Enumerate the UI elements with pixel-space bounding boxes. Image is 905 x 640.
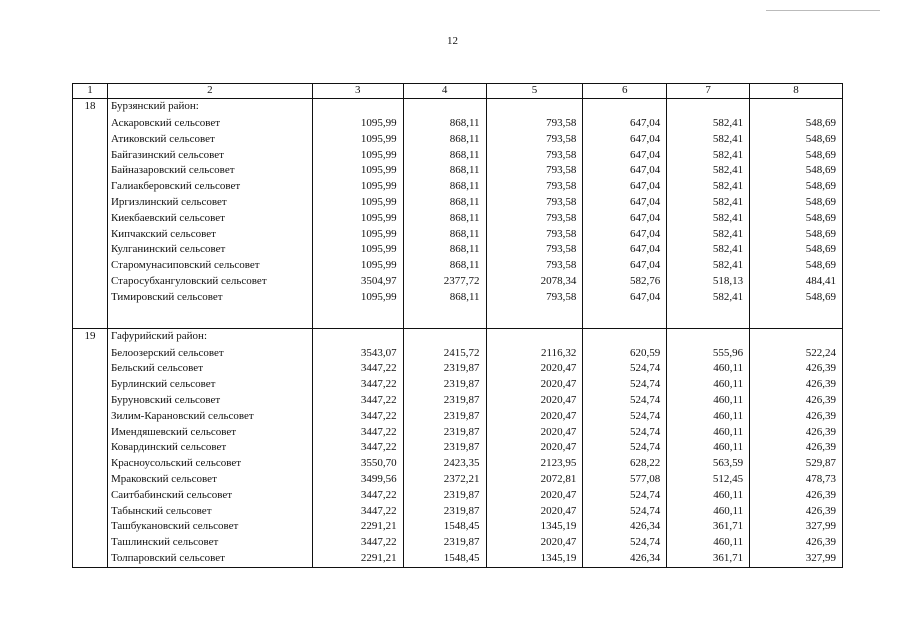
settlement-name: Мраковский сельсовет (107, 472, 312, 488)
value-cell: 868,11 (403, 179, 486, 195)
region-title-row (73, 99, 843, 117)
settlement-name: Бельский сельсовет (107, 361, 312, 377)
value-cell: 2319,87 (403, 440, 486, 456)
value-cell: 426,39 (750, 377, 843, 393)
value-cell: 1095,99 (312, 242, 403, 258)
value-cell: 522,24 (750, 346, 843, 362)
value-cell: 1548,45 (403, 551, 486, 567)
region-index: 19 (73, 328, 108, 346)
value-cell: 1095,99 (312, 290, 403, 306)
empty-cell (73, 393, 108, 409)
value-cell: 2423,35 (403, 456, 486, 472)
table-row (73, 242, 843, 258)
value-cell: 327,99 (750, 551, 843, 567)
table-row (73, 258, 843, 274)
table-row (73, 195, 843, 211)
settlement-name: Красноусольский сельсовет (107, 456, 312, 472)
value-cell: 647,04 (583, 195, 667, 211)
value-cell: 548,69 (750, 132, 843, 148)
settlement-name: Ташлинский сельсовет (107, 535, 312, 551)
table-body (73, 99, 843, 568)
table-row (73, 472, 843, 488)
value-cell: 327,99 (750, 519, 843, 535)
value-cell: 548,69 (750, 116, 843, 132)
value-cell: 426,39 (750, 425, 843, 441)
column-header: 1 (73, 84, 108, 99)
value-cell: 793,58 (486, 227, 583, 243)
settlement-name: Байназаровский сельсовет (107, 163, 312, 179)
value-cell: 582,41 (667, 211, 750, 227)
value-cell: 793,58 (486, 116, 583, 132)
value-cell: 2123,95 (486, 456, 583, 472)
value-cell: 548,69 (750, 163, 843, 179)
value-cell: 484,41 (750, 274, 843, 290)
value-cell: 647,04 (583, 211, 667, 227)
empty-cell (73, 425, 108, 441)
empty-cell (73, 361, 108, 377)
empty-cell (312, 306, 403, 329)
value-cell: 524,74 (583, 504, 667, 520)
value-cell: 647,04 (583, 227, 667, 243)
settlement-name: Имендяшевский сельсовет (107, 425, 312, 441)
empty-cell (73, 290, 108, 306)
value-cell: 2116,32 (486, 346, 583, 362)
value-cell: 2020,47 (486, 535, 583, 551)
empty-cell (73, 440, 108, 456)
value-cell: 628,22 (583, 456, 667, 472)
value-cell: 868,11 (403, 132, 486, 148)
value-cell: 426,39 (750, 504, 843, 520)
value-cell: 460,11 (667, 504, 750, 520)
settlement-name: Галиакберовский сельсовет (107, 179, 312, 195)
value-cell: 582,41 (667, 132, 750, 148)
value-cell: 2319,87 (403, 535, 486, 551)
value-cell: 1548,45 (403, 519, 486, 535)
empty-cell (312, 328, 403, 346)
value-cell: 582,41 (667, 148, 750, 164)
value-cell: 2319,87 (403, 488, 486, 504)
table-row (73, 504, 843, 520)
value-cell: 1095,99 (312, 116, 403, 132)
value-cell: 524,74 (583, 535, 667, 551)
value-cell: 548,69 (750, 227, 843, 243)
value-cell: 1095,99 (312, 227, 403, 243)
empty-cell (403, 306, 486, 329)
value-cell: 2372,21 (403, 472, 486, 488)
value-cell: 460,11 (667, 409, 750, 425)
value-cell: 2020,47 (486, 504, 583, 520)
value-cell: 868,11 (403, 290, 486, 306)
value-cell: 1095,99 (312, 148, 403, 164)
table-row (73, 346, 843, 362)
empty-cell (583, 306, 667, 329)
table-row (73, 163, 843, 179)
region-title-row (73, 328, 843, 346)
value-cell: 868,11 (403, 227, 486, 243)
value-cell: 793,58 (486, 148, 583, 164)
region-name: Гафурийский район: (107, 328, 312, 346)
table-row (73, 274, 843, 290)
value-cell: 426,39 (750, 393, 843, 409)
value-cell: 793,58 (486, 163, 583, 179)
empty-cell (486, 306, 583, 329)
table-row (73, 227, 843, 243)
value-cell: 1345,19 (486, 551, 583, 567)
value-cell: 548,69 (750, 179, 843, 195)
empty-cell (667, 306, 750, 329)
value-cell: 460,11 (667, 393, 750, 409)
value-cell: 548,69 (750, 290, 843, 306)
value-cell: 426,34 (583, 519, 667, 535)
settlement-name: Бурлинский сельсовет (107, 377, 312, 393)
value-cell: 793,58 (486, 242, 583, 258)
value-cell: 620,59 (583, 346, 667, 362)
value-cell: 582,76 (583, 274, 667, 290)
empty-cell (73, 195, 108, 211)
value-cell: 524,74 (583, 488, 667, 504)
value-cell: 460,11 (667, 425, 750, 441)
settlement-name: Аскаровский сельсовет (107, 116, 312, 132)
empty-cell (73, 227, 108, 243)
value-cell: 793,58 (486, 290, 583, 306)
value-cell: 1095,99 (312, 132, 403, 148)
column-header: 4 (403, 84, 486, 99)
table-row (73, 440, 843, 456)
value-cell: 2020,47 (486, 393, 583, 409)
empty-cell (312, 99, 403, 117)
table-row (73, 290, 843, 306)
column-header: 8 (750, 84, 843, 99)
empty-cell (486, 99, 583, 117)
value-cell: 524,74 (583, 361, 667, 377)
value-cell: 2377,72 (403, 274, 486, 290)
empty-cell (667, 99, 750, 117)
value-cell: 2078,34 (486, 274, 583, 290)
empty-cell (73, 535, 108, 551)
value-cell: 478,73 (750, 472, 843, 488)
table-row (73, 393, 843, 409)
column-header: 2 (107, 84, 312, 99)
value-cell: 2319,87 (403, 377, 486, 393)
column-header: 6 (583, 84, 667, 99)
value-cell: 2319,87 (403, 504, 486, 520)
table-row (73, 456, 843, 472)
table-row (73, 519, 843, 535)
value-cell: 2020,47 (486, 409, 583, 425)
empty-cell (73, 258, 108, 274)
value-cell: 868,11 (403, 258, 486, 274)
settlement-name: Белоозерский сельсовет (107, 346, 312, 362)
value-cell: 868,11 (403, 148, 486, 164)
table-row (73, 535, 843, 551)
value-cell: 582,41 (667, 195, 750, 211)
empty-cell (73, 409, 108, 425)
value-cell: 548,69 (750, 258, 843, 274)
value-cell: 3447,22 (312, 425, 403, 441)
value-cell: 548,69 (750, 148, 843, 164)
tariff-table (72, 83, 843, 568)
value-cell: 793,58 (486, 211, 583, 227)
settlement-name: Старомунасиповский сельсовет (107, 258, 312, 274)
value-cell: 361,71 (667, 551, 750, 567)
column-header: 5 (486, 84, 583, 99)
value-cell: 582,41 (667, 116, 750, 132)
empty-cell (73, 456, 108, 472)
column-header: 7 (667, 84, 750, 99)
settlement-name: Саитбабинский сельсовет (107, 488, 312, 504)
value-cell: 647,04 (583, 179, 667, 195)
value-cell: 2072,81 (486, 472, 583, 488)
value-cell: 548,69 (750, 211, 843, 227)
settlement-name: Старосубхангуловский сельсовет (107, 274, 312, 290)
table-row (73, 551, 843, 567)
empty-cell (750, 328, 843, 346)
region-spacer-row (73, 306, 843, 329)
value-cell: 548,69 (750, 195, 843, 211)
value-cell: 647,04 (583, 242, 667, 258)
table-row (73, 361, 843, 377)
table-row (73, 179, 843, 195)
value-cell: 426,34 (583, 551, 667, 567)
empty-cell (750, 306, 843, 329)
value-cell: 548,69 (750, 242, 843, 258)
value-cell: 868,11 (403, 242, 486, 258)
value-cell: 460,11 (667, 488, 750, 504)
empty-cell (750, 99, 843, 117)
empty-cell (73, 488, 108, 504)
value-cell: 647,04 (583, 116, 667, 132)
settlement-name: Зилим-Карановский сельсовет (107, 409, 312, 425)
table-row (73, 211, 843, 227)
value-cell: 524,74 (583, 425, 667, 441)
settlement-name: Атиковский сельсовет (107, 132, 312, 148)
table-row (73, 148, 843, 164)
value-cell: 426,39 (750, 440, 843, 456)
value-cell: 426,39 (750, 535, 843, 551)
empty-cell (73, 504, 108, 520)
empty-cell (73, 472, 108, 488)
empty-cell (73, 148, 108, 164)
value-cell: 647,04 (583, 148, 667, 164)
table-row (73, 377, 843, 393)
empty-cell (667, 328, 750, 346)
value-cell: 582,41 (667, 227, 750, 243)
value-cell: 3447,22 (312, 488, 403, 504)
value-cell: 647,04 (583, 258, 667, 274)
empty-cell (73, 274, 108, 290)
value-cell: 2020,47 (486, 488, 583, 504)
empty-cell (403, 99, 486, 117)
value-cell: 1095,99 (312, 179, 403, 195)
empty-cell (486, 328, 583, 346)
empty-cell (107, 306, 312, 329)
settlement-name: Кипчакский сельсовет (107, 227, 312, 243)
settlement-name: Табынский сельсовет (107, 504, 312, 520)
empty-cell (583, 328, 667, 346)
value-cell: 2319,87 (403, 393, 486, 409)
value-cell: 793,58 (486, 258, 583, 274)
empty-cell (73, 551, 108, 567)
value-cell: 426,39 (750, 361, 843, 377)
value-cell: 2319,87 (403, 409, 486, 425)
empty-cell (73, 519, 108, 535)
value-cell: 582,41 (667, 258, 750, 274)
value-cell: 524,74 (583, 409, 667, 425)
value-cell: 2415,72 (403, 346, 486, 362)
empty-cell (73, 163, 108, 179)
empty-cell (73, 306, 108, 329)
settlement-name: Тимировский сельсовет (107, 290, 312, 306)
value-cell: 3447,22 (312, 377, 403, 393)
value-cell: 2020,47 (486, 361, 583, 377)
value-cell: 524,74 (583, 393, 667, 409)
value-cell: 3550,70 (312, 456, 403, 472)
value-cell: 868,11 (403, 211, 486, 227)
settlement-name: Толпаровский сельсовет (107, 551, 312, 567)
value-cell: 2319,87 (403, 361, 486, 377)
value-cell: 460,11 (667, 535, 750, 551)
value-cell: 3447,22 (312, 393, 403, 409)
settlement-name: Иргизлинский сельсовет (107, 195, 312, 211)
value-cell: 2020,47 (486, 425, 583, 441)
value-cell: 460,11 (667, 440, 750, 456)
value-cell: 512,45 (667, 472, 750, 488)
value-cell: 582,41 (667, 179, 750, 195)
value-cell: 577,08 (583, 472, 667, 488)
empty-cell (73, 377, 108, 393)
value-cell: 426,39 (750, 409, 843, 425)
value-cell: 793,58 (486, 179, 583, 195)
settlement-name: Ковардинский сельсовет (107, 440, 312, 456)
value-cell: 1095,99 (312, 211, 403, 227)
value-cell: 460,11 (667, 377, 750, 393)
value-cell: 3447,22 (312, 409, 403, 425)
settlement-name: Буруновский сельсовет (107, 393, 312, 409)
page-edge-rule (766, 10, 880, 11)
value-cell: 524,74 (583, 377, 667, 393)
table-row (73, 488, 843, 504)
value-cell: 1345,19 (486, 519, 583, 535)
region-name: Бурзянский район: (107, 99, 312, 117)
value-cell: 524,74 (583, 440, 667, 456)
value-cell: 868,11 (403, 163, 486, 179)
value-cell: 3447,22 (312, 440, 403, 456)
table-row (73, 425, 843, 441)
value-cell: 2319,87 (403, 425, 486, 441)
value-cell: 647,04 (583, 290, 667, 306)
table-row (73, 116, 843, 132)
value-cell: 647,04 (583, 163, 667, 179)
empty-cell (403, 328, 486, 346)
value-cell: 868,11 (403, 195, 486, 211)
settlement-name: Кулганинский сельсовет (107, 242, 312, 258)
value-cell: 460,11 (667, 361, 750, 377)
value-cell: 555,96 (667, 346, 750, 362)
value-cell: 582,41 (667, 163, 750, 179)
value-cell: 793,58 (486, 195, 583, 211)
value-cell: 868,11 (403, 116, 486, 132)
value-cell: 793,58 (486, 132, 583, 148)
empty-cell (73, 242, 108, 258)
empty-cell (583, 99, 667, 117)
empty-cell (73, 179, 108, 195)
settlement-name: Байгазинский сельсовет (107, 148, 312, 164)
value-cell: 361,71 (667, 519, 750, 535)
column-header: 3 (312, 84, 403, 99)
value-cell: 3504,97 (312, 274, 403, 290)
value-cell: 3447,22 (312, 504, 403, 520)
value-cell: 3499,56 (312, 472, 403, 488)
settlement-name: Киекбаевский сельсовет (107, 211, 312, 227)
table-row (73, 132, 843, 148)
value-cell: 3543,07 (312, 346, 403, 362)
value-cell: 582,41 (667, 242, 750, 258)
settlement-name: Ташбукановский сельсовет (107, 519, 312, 535)
value-cell: 529,87 (750, 456, 843, 472)
value-cell: 3447,22 (312, 535, 403, 551)
value-cell: 2291,21 (312, 551, 403, 567)
table-row (73, 409, 843, 425)
value-cell: 3447,22 (312, 361, 403, 377)
empty-cell (73, 116, 108, 132)
value-cell: 2020,47 (486, 440, 583, 456)
value-cell: 1095,99 (312, 163, 403, 179)
page-number: 12 (447, 35, 458, 47)
column-number-row (73, 84, 843, 99)
value-cell: 647,04 (583, 132, 667, 148)
value-cell: 563,59 (667, 456, 750, 472)
value-cell: 518,13 (667, 274, 750, 290)
value-cell: 426,39 (750, 488, 843, 504)
value-cell: 582,41 (667, 290, 750, 306)
value-cell: 1095,99 (312, 195, 403, 211)
empty-cell (73, 346, 108, 362)
region-index: 18 (73, 99, 108, 117)
value-cell: 2020,47 (486, 377, 583, 393)
empty-cell (73, 211, 108, 227)
value-cell: 2291,21 (312, 519, 403, 535)
value-cell: 1095,99 (312, 258, 403, 274)
empty-cell (73, 132, 108, 148)
